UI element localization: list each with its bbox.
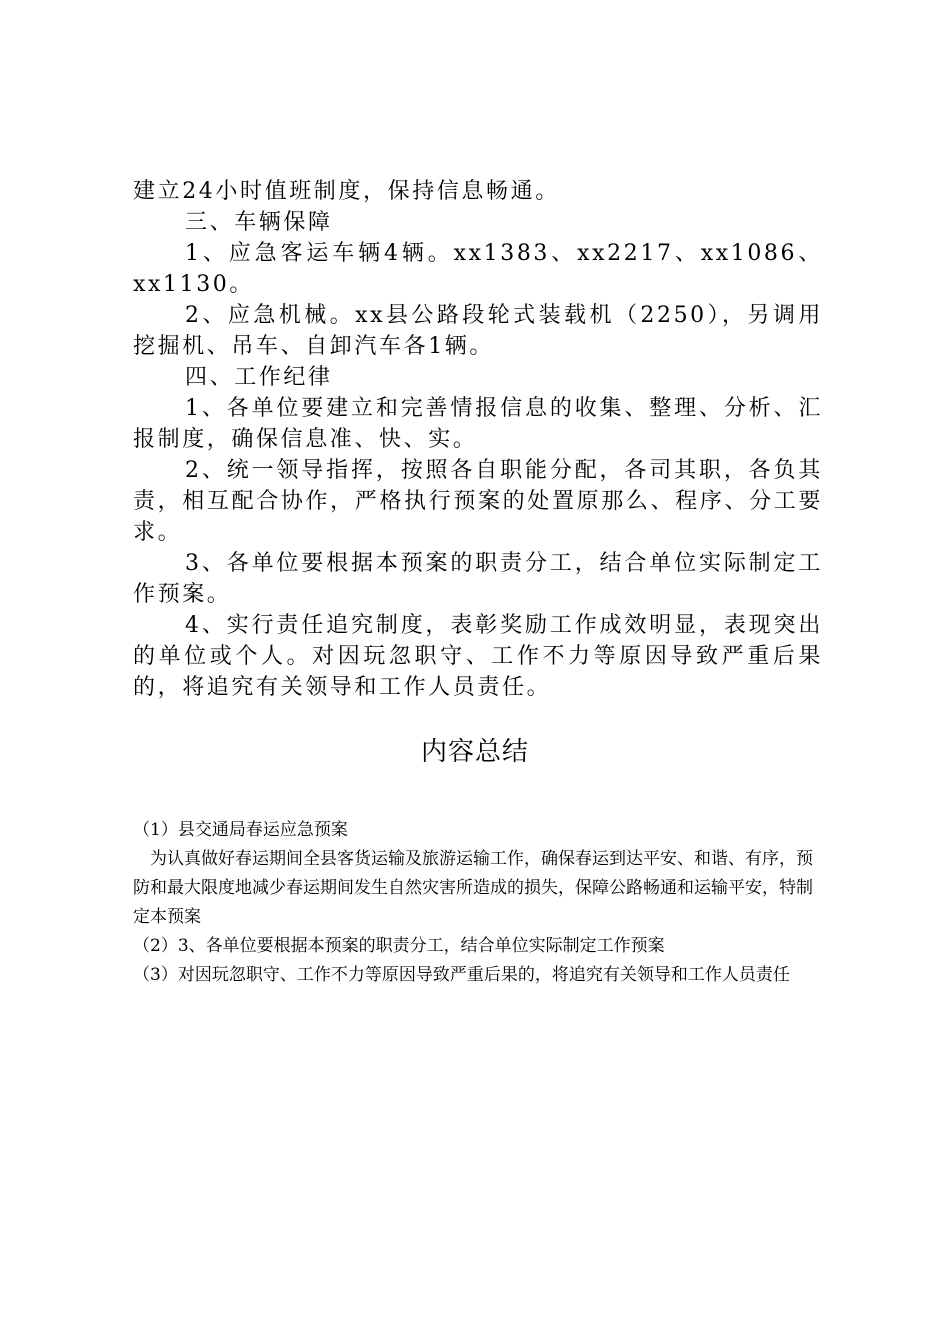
summary-title: 内容总结 [420,737,529,767]
summary-item-2: （2）3、各单位要根据本预案的职责分工，结合单位实际制定工作预案 [133,936,665,956]
paragraph-duty-system: 建立24小时值班制度，保持信息畅通。 [133,179,560,204]
paragraph-emergency-machinery: 2、应急机械。xx县公路段轮式装载机（2250），另调用挖掘机、吊车、自卸汽车各1辆。 [133,303,823,359]
body-text [133,176,823,703]
paragraph-discipline-3: 3、各单位要根据本预案的职责分工，结合单位实际制定工作预案。 [133,551,823,607]
paragraph-discipline-2: 2、统一领导指挥，按照各自职能分配，各司其职，各负其责，相互配合协作，严格执行预案的处置原那么、程序、分工要求。 [133,458,823,545]
summary-item-1: （1）县交通局春运应急预案 [133,820,348,840]
summary-item-3: （3）对因玩忽职守、工作不力等原因导致严重后果的，将追究有关领导和工作人员责任 [133,965,790,985]
paragraph-emergency-vehicles: 1、应急客运车辆4辆。xx1383、xx2217、xx1086、xx1130。 [133,241,823,297]
summary-item-1-body: 为认真做好春运期间全县客货运输及旅游运输工作，确保春运到达平安、和谐、有序，预防和最大限度地减少春运期间发生自然灾害所造成的损失，保障公路畅通和运输平安，特制定本预案 [133,849,813,927]
summary-section [133,816,828,990]
paragraph-discipline-1: 1、各单位要建立和完善情报信息的收集、整理、分析、汇报制度，确保信息准、快、实。 [133,396,823,452]
section-heading-discipline: 四、工作纪律 [185,365,333,390]
section-heading-vehicle: 三、车辆保障 [185,210,333,235]
paragraph-discipline-4: 4、实行责任追究制度，表彰奖励工作成效明显，表现突出的单位或个人。对因玩忽职守、工作不力等原因导致严重后果的，将追究有关领导和工作人员责任。 [133,613,823,700]
